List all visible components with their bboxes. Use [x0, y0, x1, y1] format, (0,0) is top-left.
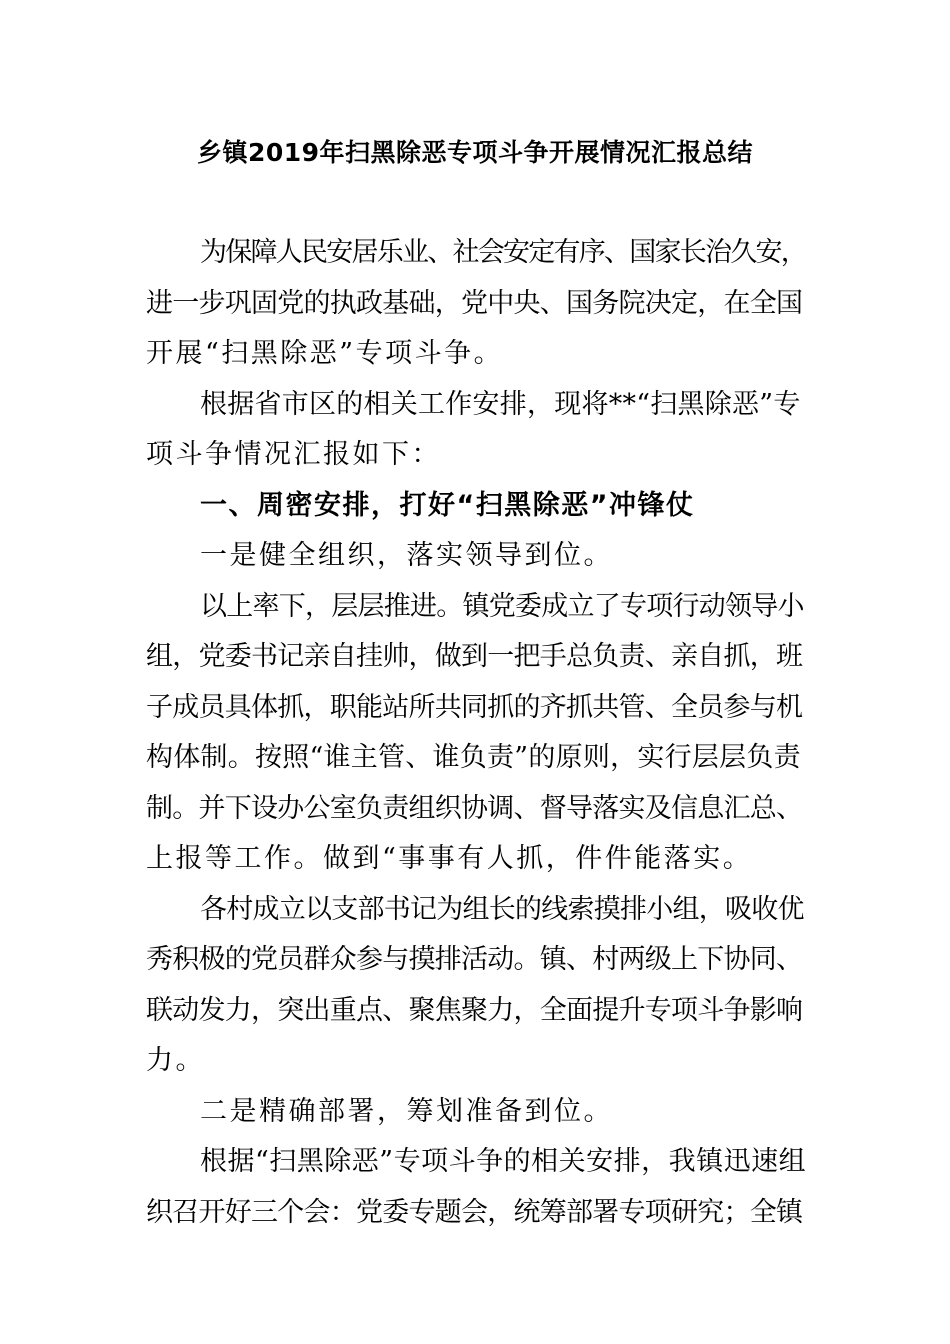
paragraph-line: 各村成立以支部书记为组长的线索摸排小组，吸收优 [200, 893, 804, 925]
body-paragraph [146, 885, 806, 1087]
document-body [146, 228, 806, 1238]
paragraph-line: 根据省市区的相关工作安排，现将**“扫黑除恶”专 [200, 388, 801, 420]
paragraph-line: 开展“扫黑除恶”专项斗争。 [146, 338, 504, 369]
paragraph-line: 联动发力，突出重点、聚焦聚力，全面提升专项斗争影响 [146, 994, 803, 1026]
paragraph-line: 制。并下设办公室负责组织协调、督导落实及信息汇总、 [146, 792, 803, 824]
paragraph-line: 根据“扫黑除恶”专项斗争的相关安排，我镇迅速组 [200, 1146, 807, 1177]
paragraph-line: 一是健全组织，落实领导到位。 [200, 540, 613, 571]
paragraph-line: 构体制。按照“谁主管、谁负责”的原则，实行层层负责 [146, 742, 801, 773]
section-heading [146, 481, 806, 532]
body-paragraph [146, 1137, 806, 1238]
paragraph-line: 为保障人民安居乐业、社会安定有序、国家长治久安， [200, 237, 806, 268]
paragraph-line: 进一步巩固党的执政基础，党中央、国务院决定，在全国 [146, 287, 803, 319]
body-paragraph [146, 531, 806, 582]
paragraph-line: 子成员具体抓，职能站所共同抓的齐抓共管、全员参与机 [146, 691, 803, 723]
paragraph-line: 上报等工作。做到“事事有人抓，件件能落实。 [146, 843, 753, 874]
body-paragraph [146, 228, 806, 380]
body-paragraph [146, 380, 806, 481]
paragraph-line: 一、周密安排，打好“扫黑除恶”冲锋仗 [200, 489, 695, 521]
paragraph-line: 秀积极的党员群众参与摸排活动。镇、村两级上下协同、 [146, 944, 803, 975]
paragraph-line: 织召开好三个会：党委专题会，统筹部署专项研究；全镇 [146, 1196, 803, 1228]
body-paragraph [146, 582, 806, 885]
body-paragraph [146, 1087, 806, 1138]
paragraph-line: 以上率下，层层推进。镇党委成立了专项行动领导小 [200, 590, 804, 622]
paragraph-line: 项斗争情况汇报如下： [146, 439, 441, 470]
document-title: 乡镇2019年扫黑除恶专项斗争开展情况汇报总结 [196, 138, 754, 167]
paragraph-line: 力。 [146, 1045, 205, 1076]
paragraph-line: 二是精确部署，筹划准备到位。 [200, 1095, 613, 1127]
paragraph-line: 组，党委书记亲自挂帅，做到一把手总负责、亲自抓，班 [146, 641, 803, 672]
